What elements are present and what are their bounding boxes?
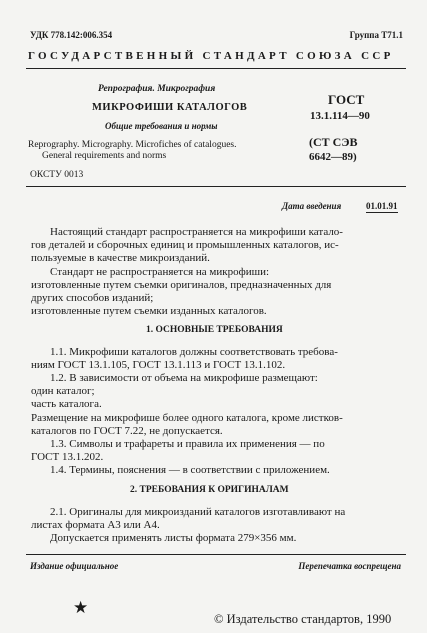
- intro-line-6: других способов изданий;: [31, 292, 154, 304]
- intro-line-4: Стандарт не распространяется на микрофиши:: [50, 266, 270, 278]
- official-edition-label: Издание официальное: [30, 561, 119, 571]
- section-2-heading: 2. ТРЕБОВАНИЯ К ОРИГИНАЛАМ: [130, 485, 289, 495]
- star-icon: ★: [73, 598, 89, 617]
- english-title-line-1: Reprography. Micrography. Microfiches of catalogues.: [28, 140, 237, 150]
- section-1-line-2: ниям ГОСТ 13.1.105, ГОСТ 13.1.113 и ГОСТ 13.1.102.: [31, 359, 286, 371]
- intro-line-3: пользуемые в качестве микроизданий.: [31, 252, 210, 264]
- section-1-line-4: один каталог;: [31, 385, 95, 397]
- group-code: Группа Т71.1: [349, 30, 403, 40]
- reprint-prohibited-label: Перепечатка воспрещена: [298, 561, 401, 571]
- effective-date-label: Дата введения: [282, 201, 342, 211]
- intro-line-2: гов деталей и сборочных единиц и промышленных каталогов, ис-: [31, 239, 339, 251]
- section-1-line-1: 1.1. Микрофиши каталогов должны соответствовать требова-: [50, 346, 338, 358]
- section-2-line-3: Допускается применять листы формата 279×356 мм.: [50, 532, 297, 544]
- st-sev-line-2: 6642—89): [309, 151, 357, 163]
- gost-number: 13.1.114—90: [310, 110, 370, 122]
- divider-bottom: [26, 554, 406, 555]
- section-1-heading: 1. ОСНОВНЫЕ ТРЕБОВАНИЯ: [146, 325, 283, 335]
- section-1-line-3: 1.2. В зависимости от объема на микрофише размещают:: [50, 372, 318, 384]
- section-1-line-9: ГОСТ 13.1.202.: [31, 451, 104, 463]
- section-2-line-2: листах формата А3 или А4.: [31, 519, 160, 531]
- intro-line-7: изготовленные путем съемки изданных каталогов.: [31, 305, 267, 317]
- subtitle: Репрография. Микрография: [98, 84, 216, 94]
- section-2-line-1: 2.1. Оригиналы для микроизданий каталогов изготавливают на: [50, 506, 346, 518]
- section-1-line-5: часть каталога.: [31, 398, 102, 410]
- udk-code: УДК 778.142:006.354: [30, 30, 113, 40]
- section-1-line-10: 1.4. Термины, пояснения — в соответствии с приложением.: [50, 464, 330, 476]
- st-sev-line-1: (СТ СЭВ: [309, 135, 358, 149]
- intro-line-1: Настоящий стандарт распространяется на микрофиши катало-: [50, 226, 343, 238]
- section-1-line-6: Размещение на микрофише более одного каталога, кроме листков-: [31, 412, 343, 424]
- gost-label: ГОСТ: [328, 92, 365, 107]
- banner-title: ГОСУДАРСТВЕННЫЙ СТАНДАРТ СОЮЗА ССР: [28, 50, 394, 62]
- intro-line-5: изготовленные путем съемки оригиналов, предназначенных для: [31, 279, 332, 291]
- divider-top: [26, 68, 406, 69]
- divider-middle: [26, 186, 406, 187]
- title-subheading: Общие требования и нормы: [105, 121, 218, 131]
- english-title-line-2: General requirements and norms: [42, 151, 167, 161]
- okstu-code: ОКСТУ 0013: [30, 170, 84, 180]
- document-title: МИКРОФИШИ КАТАЛОГОВ: [92, 102, 248, 113]
- effective-date-value: 01.01.91: [366, 201, 398, 211]
- section-1-line-7: каталогов по ГОСТ 7.22, не допускается.: [31, 425, 223, 437]
- section-1-line-8: 1.3. Символы и трафареты и правила их применения — по: [50, 438, 325, 450]
- copyright-notice: © Издательство стандартов, 1990: [214, 612, 392, 626]
